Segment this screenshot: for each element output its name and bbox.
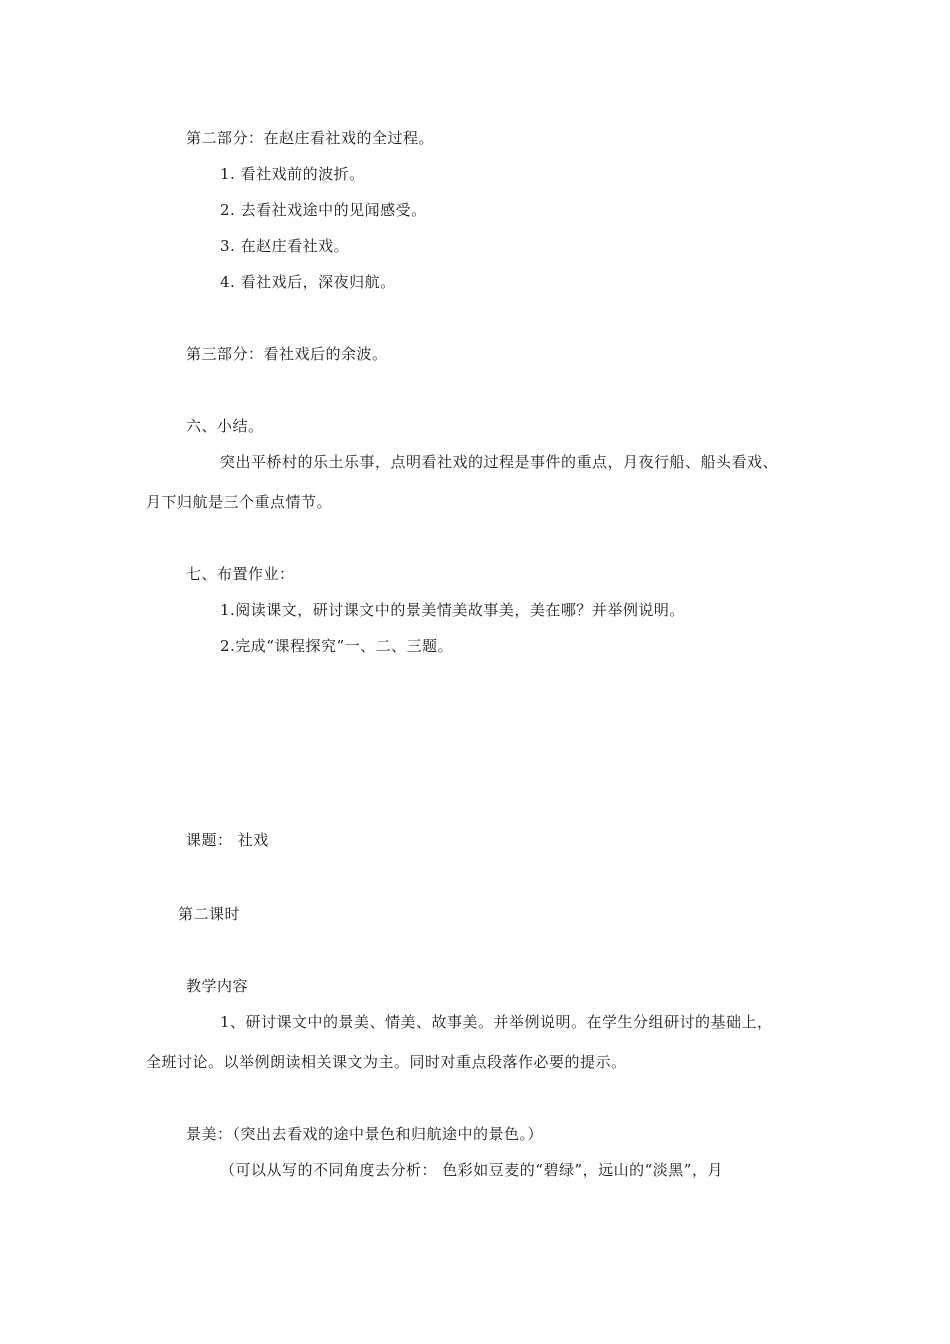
- part2-item-2: 2. 去看社戏途中的见闻感受。: [220, 201, 427, 219]
- content-line-2: 全班讨论。以举例朗读相关课文为主。同时对重点段落作必要的提示。: [146, 1053, 627, 1071]
- part2-item-1: 1. 看社戏前的波折。: [220, 165, 365, 183]
- homework-item-1: 1.阅读课文，研讨课文中的景美情美故事美，美在哪？并举例说明。: [220, 601, 685, 619]
- lesson-period: 第二课时: [178, 905, 241, 923]
- summary-heading: 六、小结。: [186, 417, 264, 435]
- homework-heading: 七、布置作业：: [186, 565, 295, 583]
- content-line-1: 1、研讨课文中的景美、情美、故事美。并举例说明。在学生分组研讨的基础上，: [220, 1013, 773, 1031]
- scene-heading: 景美：（突出去看戏的途中景色和归航途中的景色。）: [186, 1125, 544, 1143]
- part2-item-3: 3. 在赵庄看社戏。: [220, 237, 350, 255]
- part3-heading: 第三部分：看社戏后的余波。: [186, 345, 388, 363]
- summary-text-line-1: 突出平桥村的乐土乐事，点明看社戏的过程是事件的重点，月夜行船、船头看戏、: [220, 453, 779, 471]
- part2-item-4: 4. 看社戏后，深夜归航。: [220, 273, 396, 291]
- content-heading: 教学内容: [186, 977, 249, 995]
- scene-line: （可以从写的不同角度去分析： 色彩如豆麦的“碧绿”，远山的“淡黑”，月: [220, 1161, 723, 1179]
- lesson-title: 课题： 社戏: [186, 831, 269, 849]
- homework-item-2: 2.完成“课程探究”一、二、三题。: [220, 637, 454, 655]
- part2-heading: 第二部分：在赵庄看社戏的全过程。: [186, 129, 435, 147]
- summary-text-line-2: 月下归航是三个重点情节。: [146, 493, 333, 511]
